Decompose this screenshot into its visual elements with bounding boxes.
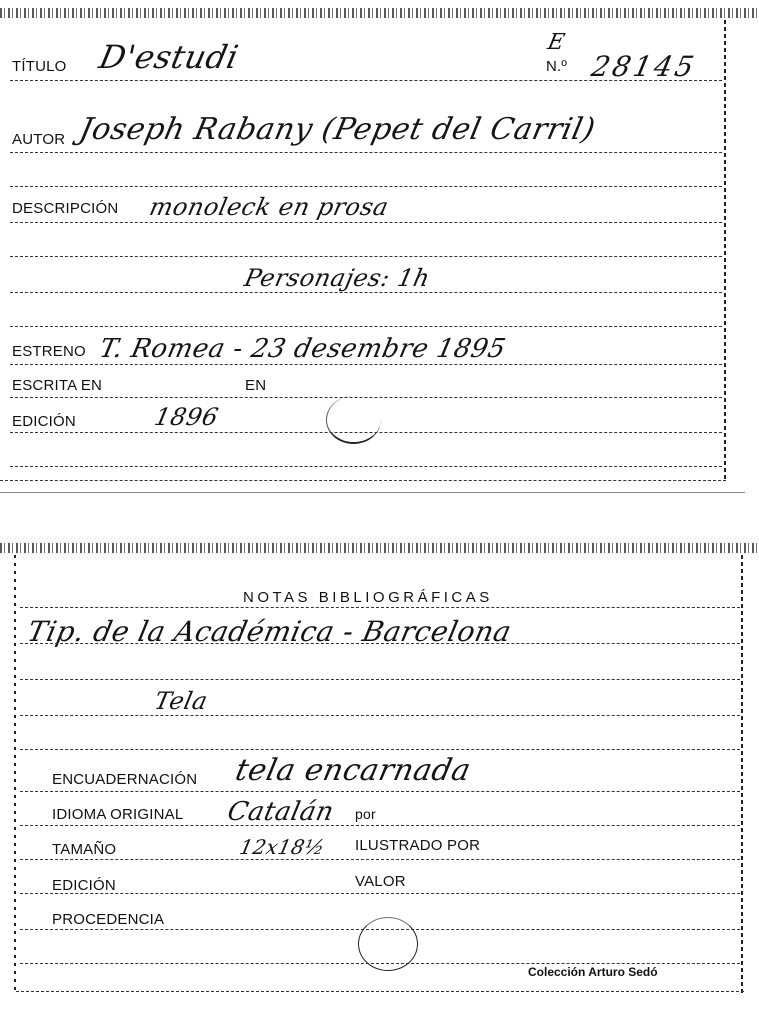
coleccion-note: Colección Arturo Sedó	[528, 965, 658, 979]
blank-rule-4	[10, 326, 722, 327]
edicion2-label: EDICIÓN	[52, 877, 116, 894]
encuadernacion-label: ENCUADERNACIÓN	[52, 771, 198, 788]
titulo-label: TÍTULO	[12, 58, 67, 75]
blank-rule-6	[20, 963, 740, 964]
estreno-rule	[10, 364, 722, 365]
nota-rule-2	[20, 679, 740, 680]
card-top-edge-2	[0, 543, 759, 553]
card-right-edge-2	[741, 555, 743, 995]
numero-value: 28145	[588, 50, 700, 83]
blank-rule-1	[10, 186, 722, 187]
heading-rule	[20, 607, 740, 608]
catalog-card-top	[0, 0, 759, 495]
punch-hole-mark	[326, 396, 381, 444]
blank-rule-2	[10, 256, 722, 257]
procedencia-label: PROCEDENCIA	[52, 911, 165, 928]
encuadernacion-value: tela encarnada	[232, 753, 474, 788]
estreno-label: ESTRENO	[12, 343, 86, 360]
edicion2-rule	[20, 893, 740, 894]
idioma-value: Catalán	[224, 797, 337, 827]
descripcion-value: monoleck en prosa	[147, 193, 392, 221]
ilustrado-label: ILUSTRADO POR	[355, 837, 481, 854]
blank-rule-3	[10, 292, 722, 293]
nota-line-2: Tela	[152, 687, 211, 715]
descripcion-rule	[10, 222, 722, 223]
titulo-value: D'estudi	[95, 38, 243, 76]
titulo-rule	[10, 80, 722, 81]
autor-rule	[10, 152, 722, 153]
escrita-label: ESCRITA EN	[12, 377, 103, 394]
descripcion-label: DESCRIPCIÓN	[12, 200, 119, 217]
encuadernacion-rule	[20, 791, 740, 792]
edicion-value: 1896	[152, 403, 222, 431]
tamano-label: TAMAÑO	[52, 841, 117, 858]
nota-line-1: Tip. de la Académica - Barcelona	[24, 615, 515, 648]
nota-rule-3	[20, 715, 740, 716]
nota-rule-1	[20, 643, 740, 644]
card2-bottom-rule	[16, 991, 744, 992]
edicion-rule	[10, 432, 722, 433]
card-right-edge	[724, 20, 726, 480]
card-top-edge	[0, 8, 759, 18]
edicion-label: EDICIÓN	[12, 413, 76, 430]
idioma-label: IDIOMA ORIGINAL	[52, 806, 184, 823]
idioma-rule	[20, 825, 740, 826]
numero-label: N.º	[546, 58, 568, 75]
catalog-card-bottom	[0, 535, 759, 1015]
numero-prefix: E	[545, 30, 568, 55]
estreno-value: T. Romea - 23 desembre 1895	[96, 334, 509, 364]
card-separator	[0, 492, 745, 493]
nota-rule-4	[20, 749, 740, 750]
tamano-value: 12x18½	[237, 835, 328, 859]
notas-heading: NOTAS BIBLIOGRÁFICAS	[243, 589, 493, 606]
autor-label: AUTOR	[12, 131, 66, 148]
autor-value: Joseph Rabany (Pepet del Carril)	[76, 112, 599, 147]
card-bottom-rule	[0, 480, 726, 481]
en-label: EN	[245, 377, 267, 394]
descripcion-value-2: Personajes: 1h	[242, 264, 433, 292]
blank-rule-5	[10, 466, 722, 467]
por-label: por	[355, 806, 376, 822]
valor-label: VALOR	[355, 873, 406, 890]
card-left-edge	[14, 555, 16, 995]
tamano-rule	[20, 859, 740, 860]
